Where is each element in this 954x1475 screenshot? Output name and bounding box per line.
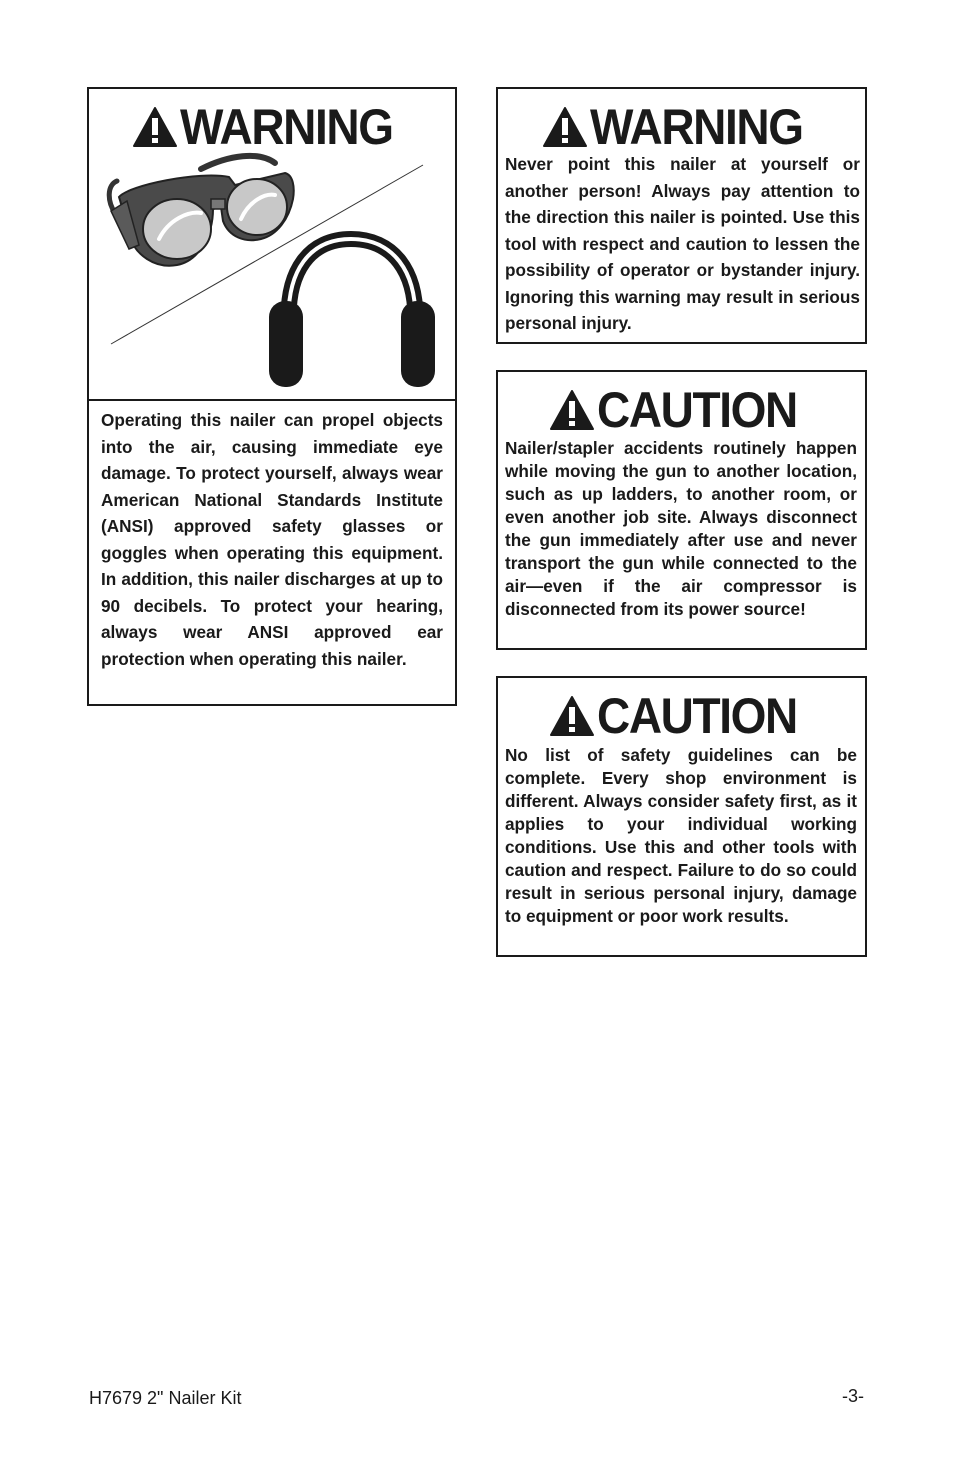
warning-heading	[498, 99, 865, 155]
warning-ppe-text: Operating this nailer can propel objects into the air, causing immediate eye damage. To protect yourself, always wear American National Standards Institute (ANSI) approved safety glasses or goggles when operating this equipment. In addition, this nailer discharges at up to 90 decibels. To protect your hearing, always wear ANSI approved ear protection when operating this nailer.	[101, 410, 443, 669]
warning-heading-text: WARNING	[180, 99, 394, 155]
caution-box-general	[496, 676, 867, 957]
caution-heading	[498, 688, 865, 744]
warning-triangle-icon	[132, 106, 178, 148]
warning-box-ppe	[87, 87, 457, 706]
warning-aim-text: Never point this nailer at yourself or another person! Always pay attention to the direction this nailer is pointed. Use this tool with respect and caution to lessen the possibility of operator or bystander injury. Ignoring this warning may result in serious personal injury.	[505, 154, 860, 333]
warning-heading	[89, 99, 455, 155]
page-number: -3-	[842, 1386, 864, 1406]
caution-heading-text: CAUTION	[596, 382, 797, 438]
caution-box-transport	[496, 370, 867, 650]
caution-heading	[498, 382, 865, 438]
caution-general-text: No list of safety guidelines can be complete. Every shop environment is different. Always consider safety first, as it applies to your individual working conditions. Use this and other tools with caution and respect. Failure to do so could result in serious personal injury, damage to equipment or poor work results.	[505, 745, 857, 926]
footer-model: H7679 2" Nailer Kit	[89, 1388, 242, 1408]
warning-heading-text: WARNING	[589, 99, 803, 155]
warning-box-aim	[496, 87, 867, 344]
ear-muffs-icon	[269, 239, 435, 387]
warning-triangle-icon	[542, 106, 588, 148]
caution-heading-text: CAUTION	[596, 688, 797, 744]
warning-triangle-icon	[549, 389, 595, 431]
section-divider	[89, 399, 455, 401]
caution-transport-text: Nailer/stapler accidents routinely happen while moving the gun to another location, such as up ladders, to another room, or even another job site. Always disconnect the gun immediately after use and never transport the gun while connected to the air—even if the air compressor is disconnected from its power source!	[505, 438, 857, 619]
safety-glasses-icon	[109, 156, 293, 266]
warning-triangle-icon	[549, 695, 595, 737]
